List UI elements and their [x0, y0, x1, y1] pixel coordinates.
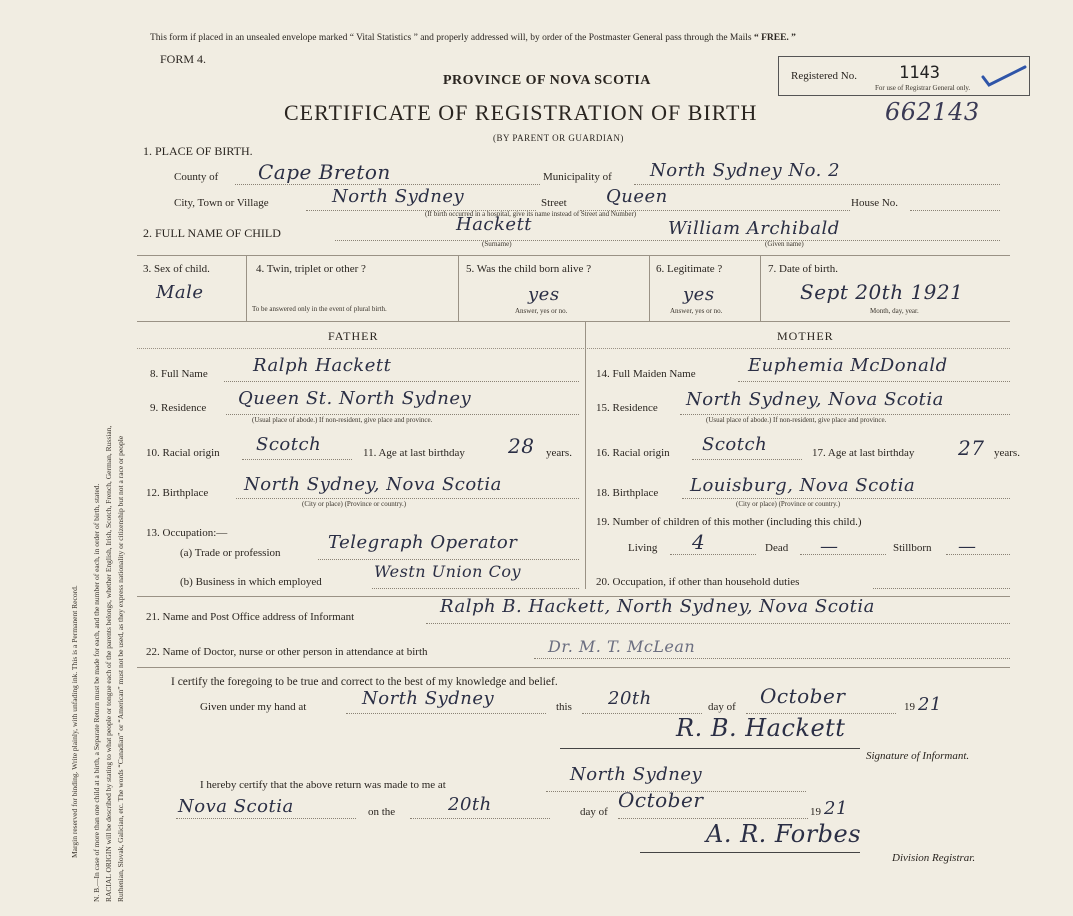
city-label: City, Town or Village	[174, 197, 269, 209]
mother-residence-value: North Sydney, Nova Scotia	[686, 389, 944, 410]
mother-name-label: 14. Full Maiden Name	[596, 368, 696, 380]
mother-occupation-label: 20. Occupation, if other than household duties	[596, 576, 800, 588]
margin-note-multiple-births: N. B.—In case of more than one child at a birth, a Separate Return must be made for each, and the number of each, in order of birth, stated.	[92, 483, 101, 902]
given-month-value: October	[760, 684, 846, 708]
mother-racial-label: 16. Racial origin	[596, 447, 670, 459]
father-business-value: Westn Union Coy	[374, 562, 521, 581]
doctor-value: Dr. M. T. McLean	[548, 637, 696, 656]
legitimate-note: Answer, yes or no.	[670, 307, 723, 315]
father-occupation-label: 13. Occupation:—	[146, 527, 228, 539]
sex-label: 3. Sex of child.	[143, 263, 210, 275]
registrar-signature: A. R. Forbes	[706, 820, 862, 848]
twin-note: To be answered only in the event of plural birth.	[252, 305, 387, 313]
registrar-signature-caption: Division Registrar.	[892, 852, 976, 864]
certify-text: I certify the foregoing to be true and correct to the best of my knowledge and belief.	[171, 676, 558, 688]
born-alive-value: yes	[528, 284, 560, 305]
hospital-note: (If birth occurred in a hospital, give its name instead of Street and Number)	[425, 210, 637, 218]
father-age-unit: years.	[546, 447, 572, 459]
mother-age-value: 27	[958, 436, 985, 460]
child-surname: Hackett	[456, 214, 533, 235]
child-name-label: 2. FULL NAME OF CHILD	[143, 226, 281, 240]
mother-stillborn-value: —	[958, 536, 977, 557]
margin-note-binding: Margin reserved for binding. Write plainly, with unfading ink. This is a Permanent Record.	[70, 585, 79, 858]
given-place-value: North Sydney	[362, 688, 495, 709]
street-value: Queen	[606, 186, 668, 207]
mother-birthplace-note: (City or place) (Province or country.)	[736, 500, 841, 508]
postal-notice: This form if placed in an unsealed envelope marked “ Vital Statistics ” and properly addressed will, by order of the Postmaster General pass through the Mails “ FREE. ”	[150, 33, 796, 43]
registrar-day-of-label: day of	[580, 806, 608, 818]
mother-living-value: 4	[692, 530, 706, 554]
father-heading: FATHER	[328, 329, 379, 343]
father-business-label: (b) Business in which employed	[180, 576, 322, 588]
mother-children-label: 19. Number of children of this mother (including this child.)	[596, 516, 862, 528]
registrar-year-prefix: 19	[810, 806, 821, 818]
father-birthplace-label: 12. Birthplace	[146, 487, 209, 499]
informant-label: 21. Name and Post Office address of Informant	[146, 611, 355, 623]
informant-value: Ralph B. Hackett, North Sydney, Nova Scotia	[440, 596, 875, 617]
given-day-value: 20th	[608, 688, 652, 709]
father-age-value: 28	[508, 434, 535, 458]
born-alive-note: Answer, yes or no.	[515, 307, 568, 315]
mother-name-value: Euphemia McDonald	[748, 355, 948, 376]
father-birthplace-note: (City or place) (Province or country.)	[302, 500, 407, 508]
father-age-label: 11. Age at last birthday	[363, 447, 465, 459]
father-residence-label: 9. Residence	[150, 402, 207, 414]
on-the-label: on the	[368, 806, 396, 818]
born-alive-label: 5. Was the child born alive ?	[466, 263, 592, 275]
title-number: 662143	[885, 98, 980, 126]
father-trade-value: Telegraph Operator	[328, 532, 518, 553]
mother-racial-value: Scotch	[702, 434, 768, 455]
mother-heading: MOTHER	[777, 329, 834, 343]
registered-label: Registered No.	[791, 70, 857, 82]
form-number: FORM 4.	[160, 52, 207, 66]
mother-age-label: 17. Age at last birthday	[812, 447, 915, 459]
registered-number: 1143	[899, 63, 940, 83]
registrar-certify-text: I hereby certify that the above return was made to me at	[200, 779, 446, 791]
father-racial-label: 10. Racial origin	[146, 447, 220, 459]
registered-box	[778, 56, 1030, 96]
birth-date-value: Sept 20th 1921	[800, 280, 964, 304]
municipality-label: Municipality of	[543, 171, 612, 183]
mother-birthplace-value: Louisburg, Nova Scotia	[690, 475, 916, 496]
surname-caption: (Surname)	[482, 240, 512, 248]
registrar-day-value: 20th	[448, 794, 492, 815]
county-label: County of	[174, 171, 219, 183]
place-of-birth-heading: 1. PLACE OF BIRTH.	[143, 144, 253, 158]
informant-signature-caption: Signature of Informant.	[866, 750, 970, 762]
father-racial-value: Scotch	[256, 434, 322, 455]
day-of-label: day of	[708, 701, 736, 713]
province-heading: PROVINCE OF NOVA SCOTIA	[443, 73, 651, 88]
doctor-label: 22. Name of Doctor, nurse or other person in attendance at birth	[146, 646, 428, 658]
registrar-place-value: North Sydney	[570, 764, 703, 785]
page-subtitle: (BY PARENT OR GUARDIAN)	[493, 133, 624, 143]
checkmark-icon	[979, 61, 1029, 91]
margin-note-racial-origin-cont: Ruthenian, Slovak, Galician, etc. The words “Canadian” or “American” must not be used, as they express nationality or citizenship but not a race or people	[116, 435, 125, 902]
given-name-caption: (Given name)	[765, 240, 804, 248]
father-residence-note: (Usual place of abode.) If non-resident, give place and province.	[252, 416, 433, 424]
father-trade-label: (a) Trade or profession	[180, 547, 281, 559]
birth-date-label: 7. Date of birth.	[768, 263, 838, 275]
city-value: North Sydney	[332, 186, 465, 207]
county-value: Cape Breton	[258, 160, 391, 184]
mother-birthplace-label: 18. Birthplace	[596, 487, 659, 499]
mother-dead-label: Dead	[765, 542, 789, 554]
house-number-label: House No.	[851, 197, 899, 209]
mother-residence-note: (Usual place of abode.) If non-resident, give place and province.	[706, 416, 887, 424]
registrar-year-value: 21	[824, 798, 848, 819]
legitimate-value: yes	[683, 284, 715, 305]
father-birthplace-value: North Sydney, Nova Scotia	[244, 474, 502, 495]
mother-residence-label: 15. Residence	[596, 402, 658, 414]
child-given-name: William Archibald	[668, 218, 840, 239]
page-title: CERTIFICATE OF REGISTRATION OF BIRTH	[284, 100, 758, 125]
mother-dead-value: —	[820, 536, 839, 557]
sex-value: Male	[156, 282, 204, 303]
margin-note-racial-origin: RACIAL ORIGIN will be described by stating to what people or tongue each of the parents belongs, whether English, Irish, Scotch, French, German, Russian,	[104, 425, 113, 902]
father-residence-value: Queen St. North Sydney	[238, 388, 472, 409]
registrar-place-value-2: Nova Scotia	[178, 796, 294, 817]
given-under-label: Given under my hand at	[200, 701, 307, 713]
this-label: this	[556, 701, 572, 713]
mother-living-label: Living	[628, 542, 658, 554]
given-year-value: 21	[918, 694, 942, 715]
legitimate-label: 6. Legitimate ?	[656, 263, 723, 275]
informant-signature: R. B. Hackett	[676, 714, 846, 742]
mother-stillborn-label: Stillborn	[893, 542, 932, 554]
street-label: Street	[541, 197, 567, 209]
father-name-value: Ralph Hackett	[253, 355, 392, 376]
municipality-value: North Sydney No. 2	[650, 160, 841, 181]
mother-age-unit: years.	[994, 447, 1020, 459]
registrar-only-note: For use of Registrar General only.	[875, 84, 971, 92]
given-year-prefix: 19	[904, 701, 915, 713]
twin-label: 4. Twin, triplet or other ?	[256, 263, 366, 275]
registrar-month-value: October	[618, 788, 704, 812]
birth-date-note: Month, day, year.	[870, 307, 919, 315]
father-name-label: 8. Full Name	[150, 368, 208, 380]
